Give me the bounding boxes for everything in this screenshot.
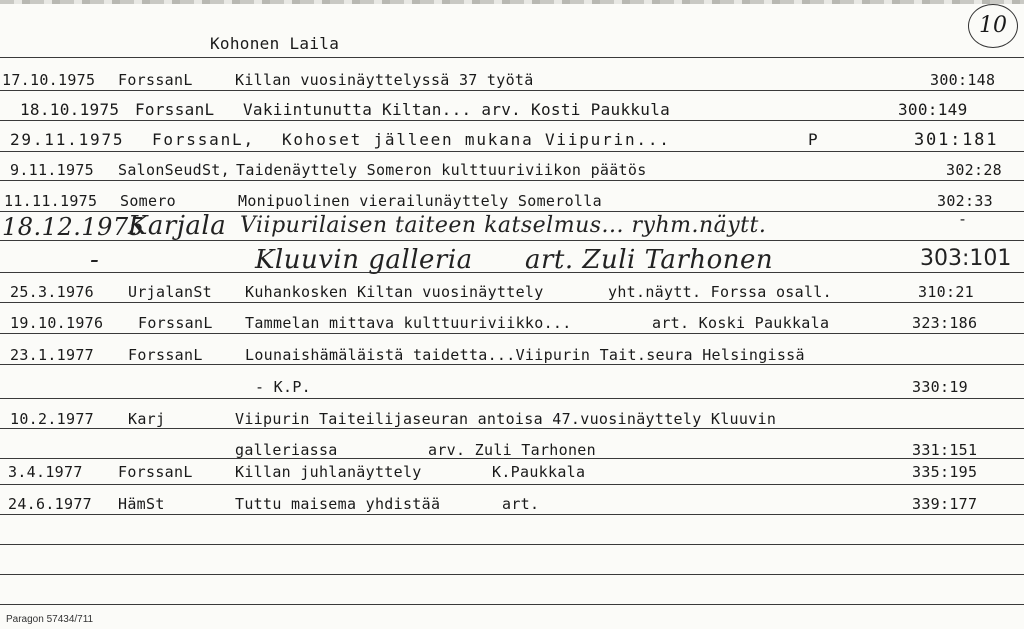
handwritten-date: 18.12.1975: [2, 213, 145, 241]
entry-date: 23.1.1977: [10, 346, 94, 364]
entry-text: Tuttu maisema yhdistää: [235, 495, 441, 513]
entry-text: Viipurin Taiteilijaseuran antoisa 47.vuosinäyttely Kluuvin: [235, 410, 777, 428]
entry-text: Lounaishämäläistä taidetta...Viipurin Tait.seura Helsingissä: [245, 346, 805, 364]
entry-text: Killan juhlanäyttely: [235, 463, 422, 481]
card-number: 10: [979, 13, 1007, 38]
rule-line: [0, 428, 1024, 429]
handwritten-author: art. Zuli Tarhonen: [525, 245, 774, 275]
entry-source: ForssanL: [135, 100, 215, 119]
entry-date: 19.10.1976: [10, 314, 104, 332]
entry-text: Kuhankosken Kiltan vuosinäyttely: [245, 283, 544, 301]
rule-line: [0, 180, 1024, 181]
rule-line: [0, 514, 1024, 515]
entry-extra: K.Paukkala: [492, 463, 586, 481]
card-number-circle: [968, 4, 1018, 48]
rule-line: [0, 398, 1024, 399]
rule-line: [0, 90, 1024, 91]
entry-ref: 301:181: [914, 130, 999, 150]
entry-source: HämSt: [118, 495, 165, 513]
handwritten-dash: -: [90, 245, 100, 275]
rule-line: [0, 333, 1024, 334]
handwritten-text-line2: Kluuvin galleria: [255, 245, 473, 275]
entry-source: Karj: [128, 410, 166, 428]
entry-source: ForssanL: [138, 314, 213, 332]
entry-ref: 302:28: [946, 161, 1002, 179]
rule-line: [0, 272, 1024, 273]
entry-date: 29.11.1975: [10, 130, 125, 149]
entry-extra: arv. Zuli Tarhonen: [428, 441, 596, 459]
handwritten-ref: 303:101: [920, 246, 1012, 271]
handwritten-text: Viipurilaisen taiteen katselmus... ryhm.näytt.: [240, 213, 767, 238]
rule-line: [0, 151, 1024, 152]
rule-line: [0, 574, 1024, 575]
entry-ref: 310:21: [918, 283, 974, 301]
entry-text: Kohoset jälleen mukana Viipurin...: [282, 130, 671, 149]
entry-ref: 302:33: [937, 192, 993, 210]
entry-text-line2: galleriassa: [235, 441, 338, 459]
entry-ref: 323:186: [912, 314, 978, 332]
entry-ref: 330:19: [912, 378, 968, 396]
entry-text: Tammelan mittava kulttuuriviikko...: [245, 314, 572, 332]
handwritten-source: Karjala: [128, 211, 227, 241]
entry-date: 11.11.1975: [4, 192, 98, 210]
entry-ref: 335:195: [912, 463, 978, 481]
entry-date: 24.6.1977: [8, 495, 92, 513]
entry-ref: 300:149: [898, 100, 968, 119]
entry-source: Somero: [120, 192, 176, 210]
entry-text: Vakiintunutta Kiltan... arv. Kosti Paukkula: [243, 100, 671, 119]
card-footer: Paragon 57434/711: [6, 614, 94, 625]
rule-line: [0, 57, 1024, 58]
entry-text-line2: - K.P.: [255, 378, 311, 396]
entry-text: Killan vuosinäyttelyssä 37 työtä: [235, 71, 534, 89]
entry-extra: art. Koski Paukkala: [652, 314, 830, 332]
entry-ref: 331:151: [912, 441, 978, 459]
rule-line: [0, 302, 1024, 303]
entry-extra: art.: [502, 495, 540, 513]
entry-text: Monipuolinen vierailunäyttely Somerolla: [238, 192, 602, 210]
rule-line: [0, 544, 1024, 545]
rule-line: [0, 364, 1024, 365]
entry-ref-dash: -: [958, 210, 968, 228]
person-name: Kohonen Laila: [210, 34, 340, 53]
entry-ref: 300:148: [930, 71, 996, 89]
entry-source: ForssanL: [128, 346, 203, 364]
entry-mark: P: [808, 130, 818, 149]
entry-date: 18.10.1975: [20, 100, 120, 119]
entry-date: 9.11.1975: [10, 161, 94, 179]
entry-text: Taidenäyttely Someron kulttuuriviikon päätös: [236, 161, 647, 179]
entry-source: ForssanL: [118, 463, 193, 481]
entry-date: 10.2.1977: [10, 410, 94, 428]
rule-line: [0, 604, 1024, 605]
entry-extra: yht.näytt. Forssa osall.: [608, 283, 832, 301]
entry-date: 3.4.1977: [8, 463, 83, 481]
entry-source: SalonSeudSt,: [118, 161, 230, 179]
entry-source: ForssanL,: [152, 130, 255, 149]
torn-top-edge: [0, 0, 1024, 4]
rule-line: [0, 120, 1024, 121]
entry-source: ForssanL: [118, 71, 193, 89]
entry-ref: 339:177: [912, 495, 978, 513]
entry-date: 17.10.1975: [2, 71, 96, 89]
entry-source: UrjalanSt: [128, 283, 212, 301]
rule-line: [0, 484, 1024, 485]
entry-date: 25.3.1976: [10, 283, 94, 301]
